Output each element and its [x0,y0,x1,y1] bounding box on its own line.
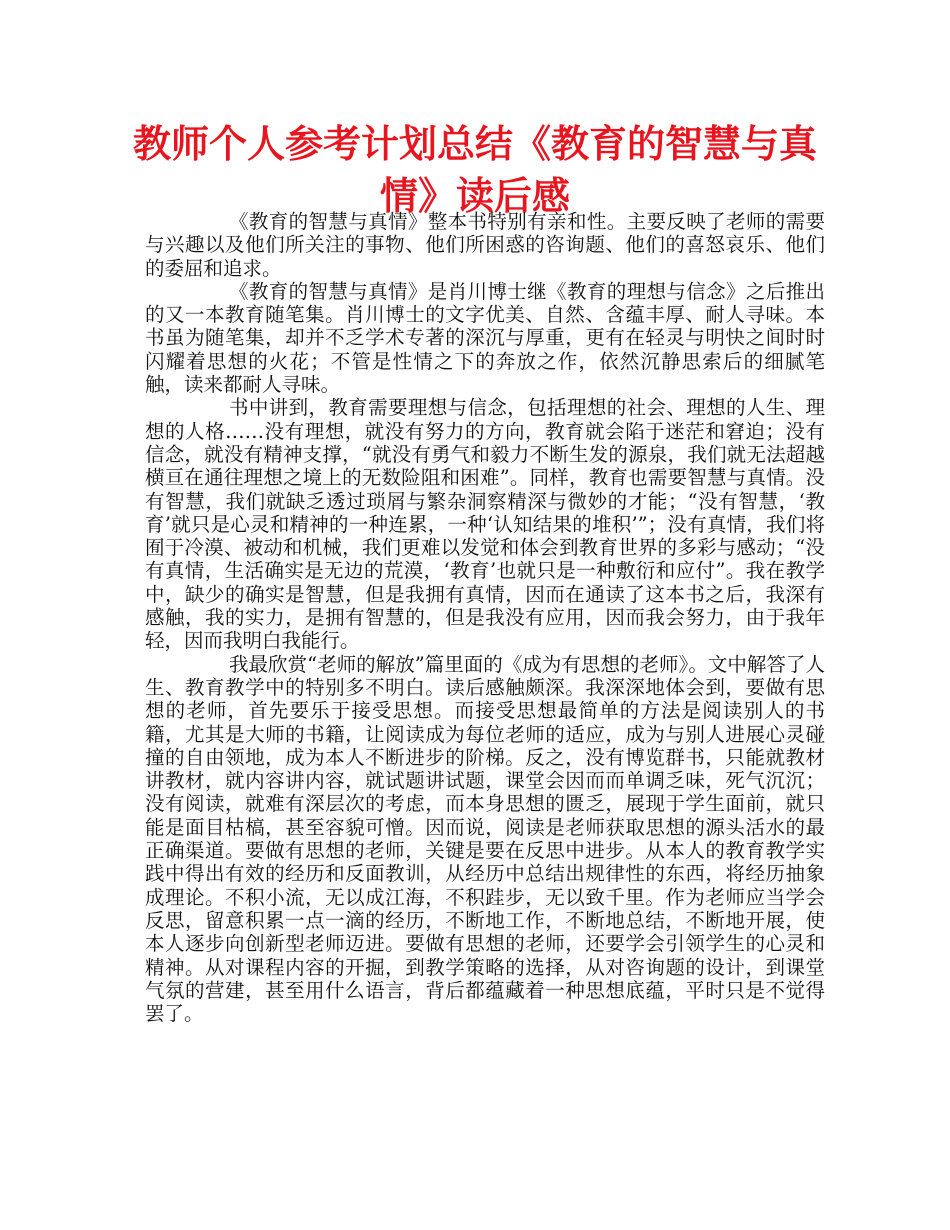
paragraph-1: 《教育的智慧与真情》整本书特别有亲和性。主要反映了老师的需要与兴趣以及他们所关注的事物、他们所困惑的咨询题、他们的喜怒哀乐、他们的委屈和追求。 [145,210,825,280]
document-body [145,210,825,1025]
paragraph-4: 我最欣赏“老师的解放”篇里面的《成为有思想的老师》。文中解答了人生、教育教学中的特别多不明白。读后感触颇深。我深深地体会到，要做有思想的老师，首先要乐于接受思想。而接受思想最简单的方法是阅读别人的书籍，尤其是大师的书籍，让阅读成为每位老师的适应，成为与别人进展心灵碰撞的自由领地，成为本人不断进步的阶梯。反之，没有博览群书，只能就教材讲教材，就内容讲内容，就试题讲试题，课堂会因而而单调乏味，死气沉沉；没有阅读，就难有深层次的考虑，而本身思想的匮乏，展现于学生面前，就只能是面目枯槁，甚至容貌可憎。因而说，阅读是老师获取思想的源头活水的最正确渠道。要做有思想的老师，关键是要在反思中进步。从本人的教育教学实践中得出有效的经历和反面教训，从经历中总结出规律性的东西，将经历抽象成理论。不积小流，无以成江海，不积跬步，无以致千里。作为老师应当学会反思，留意积累一点一滴的经历，不断地工作，不断地总结，不断地开展，使本人逐步向创新型老师迈进。要做有思想的老师，还要学会引领学生的心灵和精神。从对课程内容的开掘，到教学策略的选择，从对咨询题的设计，到课堂气氛的营建，甚至用什么语言，背后都蕴藏着一种思想底蕴，平时只是不觉得罢了。 [145,652,825,1026]
paragraph-2: 《教育的智慧与真情》是肖川博士继《教育的理想与信念》之后推出的又一本教育随笔集。肖川博士的文字优美、自然、含蕴丰厚、耐人寻味。本书虽为随笔集，却并不乏学术专著的深沉与厚重，更有在轻灵与明快之间时时闪耀着思想的火花；不管是性情之下的奔放之作，依然沉静思索后的细腻笔触，读来都耐人寻味。 [145,279,825,397]
document-title: 教师个人参考计划总结《教育的智慧与真情》读后感 [132,122,817,218]
paragraph-3: 书中讲到，教育需要理想与信念，包括理想的社会、理想的人生、理想的人格……没有理想，就没有努力的方向，教育就会陷于迷茫和窘迫；没有信念，就没有精神支撑，“就没有勇气和毅力不断生发的源泉，我们就无法超越横亘在通往理想之境上的无数险阻和困难”。同样，教育也需要智慧与真情。没有智慧，我们就缺乏透过琐屑与繁杂洞察精深与微妙的才能；“没有智慧，‘教育’就只是心灵和精神的一种连累，一种‘认知结果的堆积’”；没有真情，我们将囿于冷漠、被动和机械，我们更难以发觉和体会到教育世界的多彩与感动；“没有真情，生活确实是无边的荒漠，‘教育’也就只是一种敷衍和应付”。我在教学中，缺少的确实是智慧，但是我拥有真情，因而在通读了这本书之后，我深有感触，我的实力，是拥有智慧的，但是我没有应用，因而我会努力，由于我年轻，因而我明白我能行。 [145,396,825,653]
